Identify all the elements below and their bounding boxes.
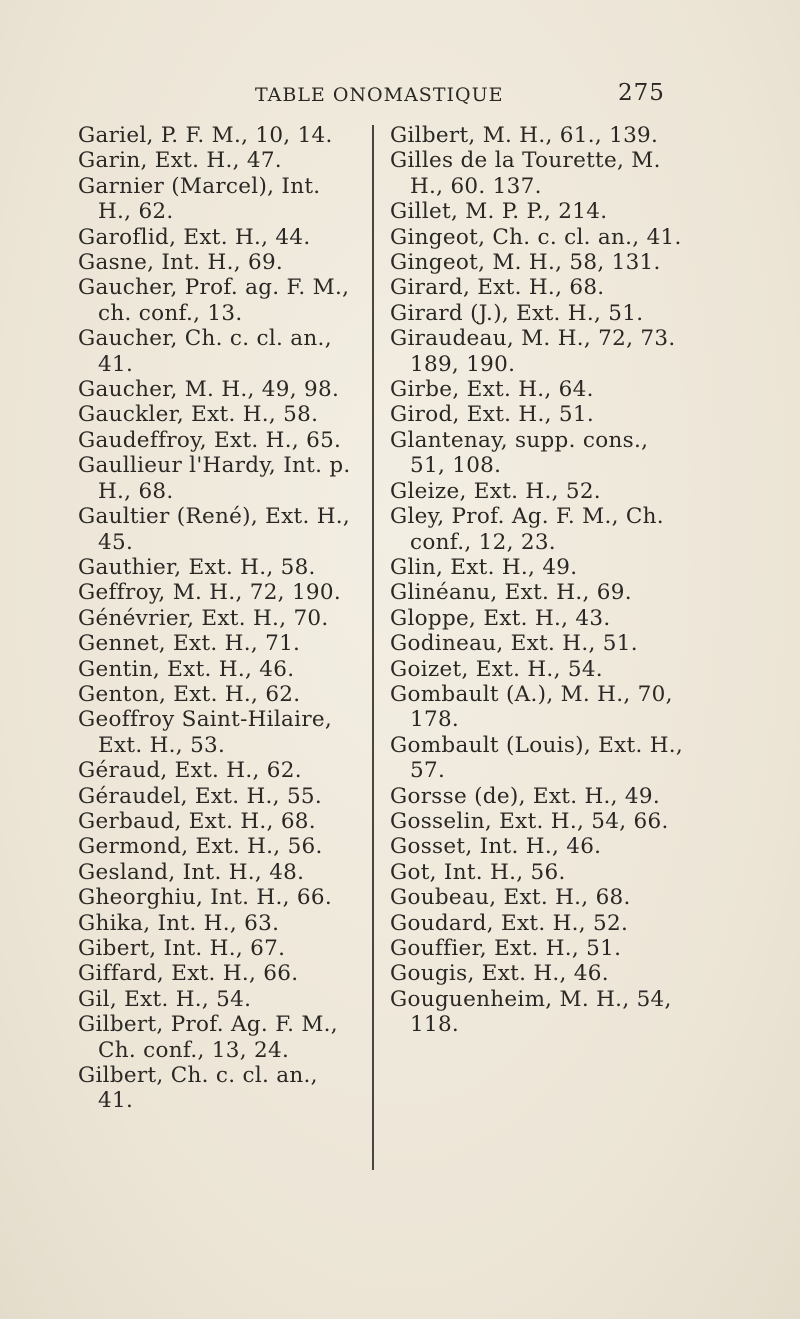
- index-entry: Goizet, Ext. H., 54.: [390, 656, 603, 682]
- index-entry: Gingeot, M. H., 58, 131.: [390, 250, 661, 276]
- column-divider: [372, 125, 374, 1170]
- index-entry: Gloppe, Ext. H., 43.: [390, 605, 611, 631]
- index-entry: Gil, Ext. H., 54.: [78, 986, 252, 1012]
- index-entry: Glinéanu, Ext. H., 69.: [390, 580, 632, 606]
- index-entry: Gilbert, Prof. Ag. F. M., Ch. conf., 13, 24.: [78, 1012, 338, 1063]
- index-entry: Gosset, Int. H., 46.: [390, 834, 602, 860]
- index-entry: Gibert, Int. H., 67.: [78, 936, 286, 961]
- index-entry: Got, Int. H., 56.: [390, 859, 566, 885]
- index-entry: Gentin, Ext. H., 46.: [78, 656, 295, 682]
- index-entry: Girard (J.), Ext. H., 51.: [390, 300, 644, 326]
- index-entry: Gerbaud, Ext. H., 68.: [78, 808, 316, 834]
- index-entry: Gesland, Int. H., 48.: [78, 859, 305, 885]
- index-entry: Glantenay, supp. cons., 51, 108.: [390, 427, 649, 479]
- index-entry: Glin, Ext. H., 49.: [390, 554, 578, 580]
- index-entry: Gingeot, Ch. c. cl. an., 41.: [390, 224, 682, 250]
- index-entry: Gillet, M. P. P., 214.: [390, 199, 608, 225]
- index-entry: Gilbert, Ch. c. cl. an., 41.: [78, 1063, 318, 1114]
- index-column-right: [390, 123, 690, 1038]
- index-entry: Geoffroy Saint-Hilaire, Ext. H., 53.: [78, 707, 333, 758]
- index-entry: Gaucher, Prof. ag. F. M., ch. conf., 13.: [78, 275, 350, 326]
- index-entry: Gilles de la Tourette, M. H., 60. 137.: [390, 148, 661, 199]
- index-entry: Gaullieur l'Hardy, Int. p. H., 68.: [78, 453, 351, 504]
- index-entry: Gennet, Ext. H., 71.: [78, 631, 301, 657]
- index-entry: Gaultier (René), Ext. H., 45.: [78, 504, 351, 555]
- index-entry: Giffard, Ext. H., 66.: [78, 961, 299, 987]
- index-entry: Girbe, Ext. H., 64.: [390, 377, 594, 403]
- index-entry: Garin, Ext. H., 47.: [78, 148, 282, 174]
- index-entry: Gauthier, Ext. H., 58.: [78, 554, 316, 580]
- index-entry: Gouffier, Ext. H., 51.: [390, 936, 622, 961]
- index-entry: Ghika, Int. H., 63.: [78, 910, 280, 936]
- index-entry: Gougis, Ext. H., 46.: [390, 961, 609, 987]
- index-entry: Gauckler, Ext. H., 58.: [78, 402, 319, 428]
- index-entry: Géraud, Ext. H., 62.: [78, 758, 302, 784]
- index-entry: Gombault (A.), M. H., 70, 178.: [390, 681, 673, 733]
- index-entry: Giraudeau, M. H., 72, 73. 189, 190.: [390, 326, 676, 377]
- index-entry: Girod, Ext. H., 51.: [390, 402, 594, 428]
- index-entry: Gasne, Int. H., 69.: [78, 250, 284, 276]
- index-entry: Gosselin, Ext. H., 54, 66.: [390, 808, 669, 834]
- index-entry: Garnier (Marcel), Int. H., 62.: [78, 173, 321, 225]
- index-entry: Gleize, Ext. H., 52.: [390, 478, 601, 504]
- index-entry: Garoflid, Ext. H., 44.: [78, 224, 311, 250]
- index-entry: Gaucher, Ch. c. cl. an., 41.: [78, 326, 332, 377]
- index-entry: Gombault (Louis), Ext. H., 57.: [390, 732, 684, 784]
- index-entry: Godineau, Ext. H., 51.: [390, 631, 638, 657]
- index-entry: Goubeau, Ext. H., 68.: [390, 885, 631, 911]
- index-entry: Géraudel, Ext. H., 55.: [78, 783, 323, 809]
- index-entry: Gorsse (de), Ext. H., 49.: [390, 783, 661, 809]
- running-header-title: TABLE ONOMASTIQUE: [255, 84, 504, 106]
- index-column-left: [78, 123, 360, 1114]
- page-number: 275: [618, 80, 665, 106]
- index-entry: Goudard, Ext. H., 52.: [390, 910, 629, 936]
- index-entry: Genton, Ext. H., 62.: [78, 681, 301, 707]
- index-entry: Génévrier, Ext. H., 70.: [78, 605, 329, 631]
- index-entry: Gley, Prof. Ag. F. M., Ch. conf., 12, 23.: [390, 504, 664, 555]
- index-entry: Germond, Ext. H., 56.: [78, 834, 323, 860]
- index-entry: Gaucher, M. H., 49, 98.: [78, 377, 340, 403]
- index-entry: Gilbert, M. H., 61., 139.: [390, 123, 659, 148]
- index-entry: Gouguenheim, M. H., 54, 118.: [390, 986, 672, 1038]
- index-entry: Geffroy, M. H., 72, 190.: [78, 580, 342, 606]
- index-entry: Gariel, P. F. M., 10, 14.: [78, 123, 333, 148]
- index-entry: Girard, Ext. H., 68.: [390, 275, 605, 301]
- index-entry: Gheorghiu, Int. H., 66.: [78, 885, 332, 911]
- index-entry: Gaudeffroy, Ext. H., 65.: [78, 427, 342, 453]
